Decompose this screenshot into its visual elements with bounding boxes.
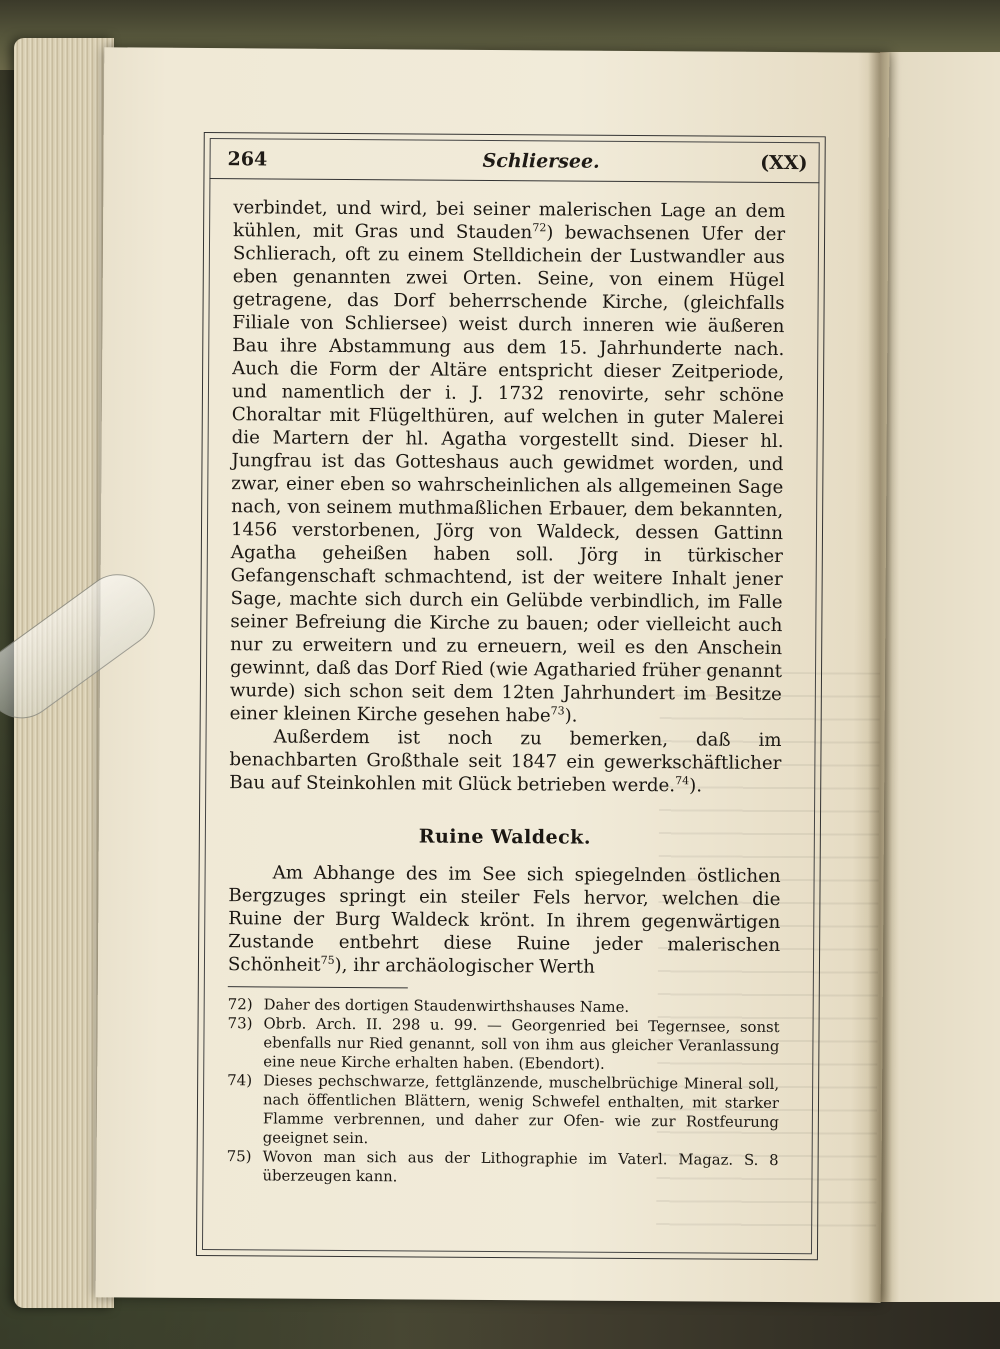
page-number: 264 — [227, 148, 268, 171]
footnote-ref: 72 — [532, 221, 547, 235]
footnote-ref: 74 — [675, 774, 690, 788]
chapter-number: (XX) — [760, 151, 808, 175]
spine-shadow — [868, 52, 892, 1302]
section-title: Ruine Waldeck. — [418, 825, 592, 849]
main-text — [226, 196, 785, 1189]
running-head — [227, 146, 807, 180]
paragraph: verbindet, und wird, bei seiner malerischen Lage an dem kühlen, mit Gras und Stauden$^{72}$) bewachsenen Ufer der Schlierach, oft zu einem Stelldichein der Lustwandler aus eben genannten zwei Orten. Seine, von einem Hügel getragene, das Dorf beherrschende Kirche, (gleichfalls Filiale von Schliersee) weist durch inneren wie äußeren Bau ihre Abstammung aus dem 15. Jahrhunderte nach. Auch die Form der Altäre entspricht dieser Zeitperiode, und namentlich der i. J. 1732 renovirte, sehr schöne Choraltar mit Flügelthüren, auf welchen in guter Malerei die Martern der hl. Agatha vorgestellt sind. Dieser hl. Jungfrau ist das Gotteshaus auch gewidmet worden, und zwar, einer eben so wahrscheinlichen als allgemeinen Sage nach, von seinem muthmaßlichen Erbauer, dem bekannten, 1456 verstorbenen, Jörg von Waldeck, dessen Gattinn Agatha geheißen haben soll. Jörg in türkischer Gefangenschaft schmachtend, ist der weitere Inhalt jener Sage, machte sich durch ein Gelübde verbindlich, im Falle seiner Befreiung die Kirche zu bauen; oder vielleicht auch nur zu erweitern und zu erneuern, weil es den Anschein gewinnt, daß das Dorf Ried (wie Agatharied früher genannt wurde) sich schon seit dem 12ten Jahrhundert im Besitze einer kleinen Kirche gesehen habe$^{73}$). — [229, 197, 786, 727]
footnote: 73) Obrb. Arch. II. 298 u. 99. — Georgenried bei Tegernsee, sonst ebenfalls nur Ried genannt, soll von ihm aus gleicher Veranlassung eine neue Kirche erhalten haben. (Ebendort). — [227, 1014, 780, 1073]
paragraph: Außerdem ist noch zu bemerken, daß im benachbarten Großthale seit 1847 ein gewerkschäftlicher Bau auf Steinkohlen mit Glück betrieben werde.$^{74}$). — [229, 726, 782, 797]
facing-page — [880, 52, 1000, 1302]
footnote-ref: 75 — [320, 953, 335, 967]
footnote: 72) Daher des dortigen Staudenwirthshauses Name. — [227, 995, 630, 1016]
paragraph: Am Abhange des im See sich spiegelnden östlichen Bergzuges springt ein steiler Fels hervor, welchen die Ruine der Burg Waldeck krönt. In ihrem gegenwärtigen Zustande entbehrt diese Ruine jeder malerischen Schönheit$^{75}$), ihr archäologischer Werth — [227, 862, 781, 978]
footnote-rule — [228, 986, 408, 988]
footnotes — [226, 995, 779, 1189]
footnote: 74) Dieses pechschwarze, fettglänzende, muschelbrüchige Mineral soll, nach öffentlichen Blättern, wenig Schwefel enthalten, mit starker Flamme verbrennen, und daher zur Ofen- wie zur Rostfeurung geeignet sein. — [227, 1071, 780, 1148]
footnote: 75) Wovon man sich aus der Lithographie im Vaterl. Magaz. S. 8 überzeugen kann. — [226, 1147, 779, 1186]
book-page — [96, 47, 890, 1302]
footnote-ref: 73 — [550, 704, 565, 718]
running-title: Schliersee. — [482, 149, 600, 173]
